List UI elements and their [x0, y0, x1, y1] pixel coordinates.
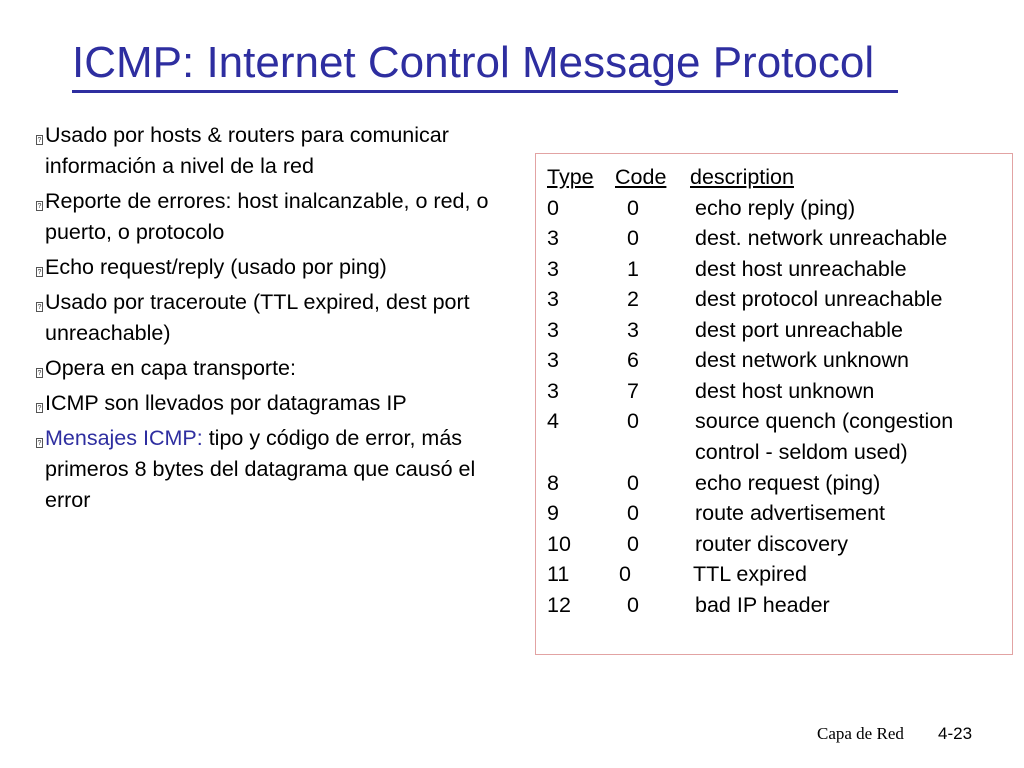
bullet-item: [36, 186, 526, 248]
cell-description: dest host unreachable: [695, 257, 907, 281]
header-type: Type: [547, 165, 594, 189]
cell-type: 12: [547, 593, 571, 617]
bullet-item: [36, 388, 526, 419]
cell-description: dest. network unreachable: [695, 226, 948, 250]
cell-description: TTL expired: [693, 562, 807, 586]
cell-description: echo request (ping): [695, 471, 881, 495]
cell-type: 3: [547, 226, 559, 250]
cell-type: 3: [547, 348, 559, 372]
cell-code: 1: [627, 257, 639, 281]
icmp-type-table: [535, 153, 1013, 655]
header-description: description: [690, 165, 794, 189]
bullet-icon: ?: [37, 137, 42, 144]
cell-code: 0: [627, 593, 639, 617]
bullet-list: [36, 120, 526, 520]
cell-type: 3: [547, 379, 559, 403]
slide-title: ICMP: Internet Control Message Protocol: [72, 38, 875, 87]
cell-code: 0: [627, 226, 639, 250]
bullet-item: [36, 353, 526, 384]
cell-description: dest network unknown: [695, 348, 909, 372]
bullet-icon: ?: [37, 203, 42, 210]
bullet-text: Opera en capa transporte:: [45, 356, 296, 380]
cell-description: echo reply (ping): [695, 196, 856, 220]
cell-description: router discovery: [695, 532, 848, 556]
bullet-text: ICMP son llevados por datagramas IP: [45, 391, 407, 415]
bullet-item: [36, 120, 526, 182]
cell-description: control - seldom used): [695, 440, 908, 464]
bullet-icon: ?: [37, 269, 42, 276]
bullet-item: [36, 252, 526, 283]
cell-description: dest host unknown: [695, 379, 875, 403]
cell-type: 11: [547, 562, 570, 586]
cell-type: 10: [547, 532, 571, 556]
page-number: 4-23: [938, 724, 973, 743]
bullet-icon: ?: [37, 304, 42, 311]
cell-description: dest port unreachable: [695, 318, 903, 342]
cell-code: 2: [627, 287, 639, 311]
cell-type: 3: [547, 318, 559, 342]
bullet-item: [36, 423, 526, 516]
cell-type: 9: [547, 501, 559, 525]
bullet-text: Usado por traceroute (TTL expired, dest port unreachable): [45, 290, 470, 345]
cell-code: 0: [619, 562, 631, 586]
cell-code: 0: [627, 532, 639, 556]
cell-type: 0: [547, 196, 559, 220]
bullet-text: Echo request/reply (usado por ping): [45, 255, 387, 279]
bullet-highlight: Mensajes ICMP:: [45, 426, 203, 450]
bullet-text: Reporte de errores: host inalcanzable, o red, o puerto, o protocolo: [45, 189, 489, 244]
bullet-icon: ?: [37, 370, 42, 377]
cell-type: 4: [547, 409, 559, 433]
cell-type: 3: [547, 257, 559, 281]
cell-description: bad IP header: [695, 593, 830, 617]
cell-code: 3: [627, 318, 639, 342]
cell-code: 0: [627, 501, 639, 525]
bullet-text: tipo y código de error, más primeros 8 bytes del datagrama que causó el error: [45, 426, 476, 512]
cell-code: 0: [627, 196, 639, 220]
bullet-icon: ?: [37, 440, 42, 447]
cell-description: source quench (congestion: [695, 409, 954, 433]
header-code: Code: [615, 165, 667, 189]
cell-description: dest protocol unreachable: [695, 287, 943, 311]
cell-description: route advertisement: [695, 501, 886, 525]
title-underline: [72, 90, 898, 93]
footer-section-label: Capa de Red: [817, 724, 904, 743]
cell-type: 8: [547, 471, 559, 495]
cell-code: 0: [627, 409, 639, 433]
bullet-item: [36, 287, 526, 349]
bullet-icon: ?: [37, 405, 42, 412]
cell-type: 3: [547, 287, 559, 311]
cell-code: 7: [627, 379, 639, 403]
cell-code: 6: [627, 348, 639, 372]
cell-code: 0: [627, 471, 639, 495]
bullet-text: Usado por hosts & routers para comunicar información a nivel de la red: [45, 123, 449, 178]
